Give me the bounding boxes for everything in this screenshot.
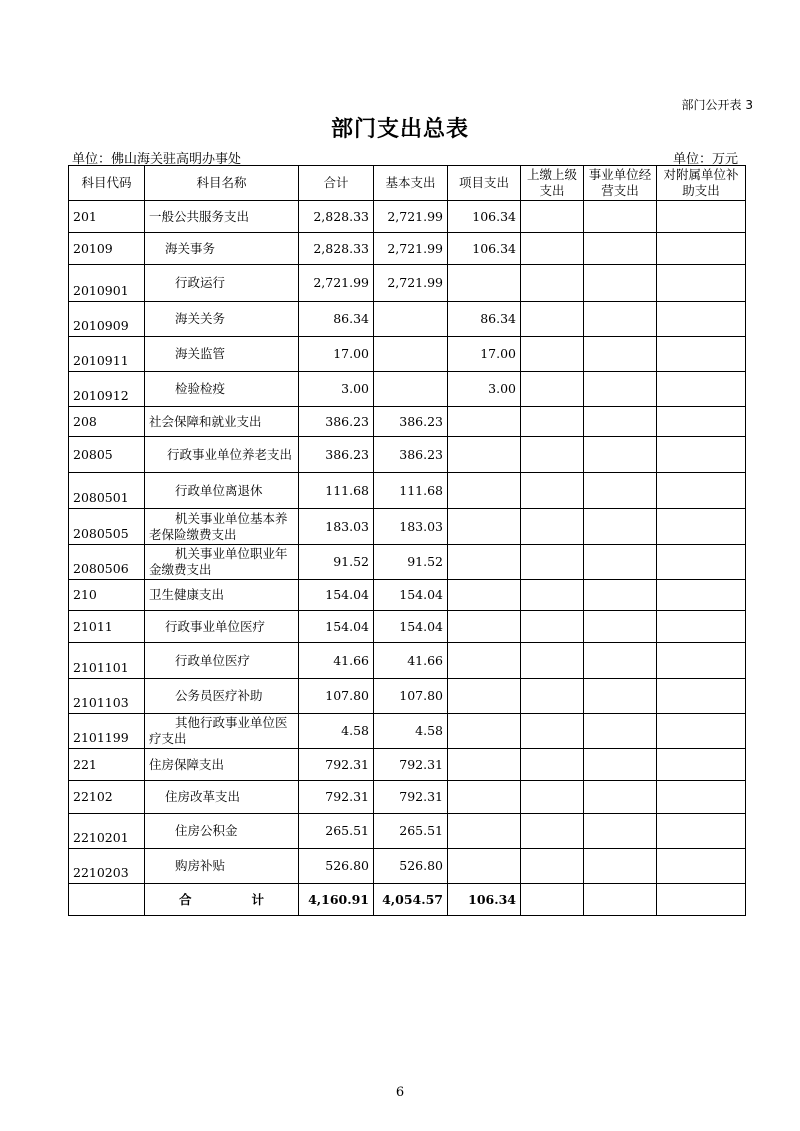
row-basic: 2,721.99 [374,201,448,233]
row-total: 111.68 [299,473,374,509]
row-total: 265.51 [299,814,374,849]
row-basic [374,372,448,407]
table-row [69,814,746,849]
table-row [69,509,746,545]
row-remit-upper [521,749,584,781]
row-business-ops [584,407,657,437]
row-project [448,437,521,473]
row-basic: 792.31 [374,781,448,814]
row-project [448,545,521,580]
row-remit-upper [521,611,584,643]
row-business-ops [584,265,657,302]
table-row [69,849,746,884]
total-basic: 4,054.57 [374,884,448,916]
row-project [448,749,521,781]
row-total: 386.23 [299,437,374,473]
row-basic [374,302,448,337]
total-remit-upper [521,884,584,916]
row-remit-upper [521,437,584,473]
total-label-right: 计 [251,891,264,907]
expenditure-table [68,165,746,916]
row-total: 526.80 [299,849,374,884]
row-remit-upper [521,714,584,749]
table-row [69,749,746,781]
row-name: 购房补贴 [145,849,299,884]
row-remit-upper [521,201,584,233]
row-basic: 2,721.99 [374,265,448,302]
row-total: 86.34 [299,302,374,337]
table-row [69,643,746,679]
row-subsidy [657,749,746,781]
table-row [69,302,746,337]
table-row [69,201,746,233]
row-name: 行政单位离退休 [145,473,299,509]
row-code: 2080506 [69,545,145,580]
row-business-ops [584,814,657,849]
row-basic: 111.68 [374,473,448,509]
row-total: 4.58 [299,714,374,749]
row-remit-upper [521,473,584,509]
row-basic: 386.23 [374,437,448,473]
page-number: 6 [395,1085,405,1100]
row-name: 住房保障支出 [145,749,299,781]
row-business-ops [584,233,657,265]
row-subsidy [657,849,746,884]
row-total: 3.00 [299,372,374,407]
total-business-ops [584,884,657,916]
header-remit-upper: 上缴上级支出 [521,166,584,201]
row-total: 792.31 [299,781,374,814]
row-name: 海关事务 [145,233,299,265]
row-business-ops [584,580,657,611]
row-business-ops [584,509,657,545]
row-code: 2080505 [69,509,145,545]
row-subsidy [657,407,746,437]
row-basic: 4.58 [374,714,448,749]
row-basic: 154.04 [374,580,448,611]
row-business-ops [584,679,657,714]
row-remit-upper [521,337,584,372]
table-row [69,372,746,407]
row-total: 183.03 [299,509,374,545]
row-name: 机关事业单位职业年金缴费支出 [145,545,299,580]
row-business-ops [584,781,657,814]
row-basic: 526.80 [374,849,448,884]
row-remit-upper [521,372,584,407]
row-code: 210 [69,580,145,611]
row-total: 154.04 [299,580,374,611]
row-basic: 154.04 [374,611,448,643]
table-row [69,545,746,580]
row-total: 107.80 [299,679,374,714]
table-header-row [69,166,746,201]
row-subsidy [657,201,746,233]
row-basic: 265.51 [374,814,448,849]
row-name: 行政事业单位医疗 [145,611,299,643]
row-total: 386.23 [299,407,374,437]
row-code: 221 [69,749,145,781]
row-business-ops [584,201,657,233]
row-project [448,643,521,679]
header-business-ops: 事业单位经营支出 [584,166,657,201]
row-project [448,407,521,437]
total-subsidy [657,884,746,916]
row-name: 海关关务 [145,302,299,337]
row-business-ops [584,643,657,679]
row-subsidy [657,473,746,509]
row-subsidy [657,580,746,611]
row-basic [374,337,448,372]
row-code: 2210201 [69,814,145,849]
row-subsidy [657,372,746,407]
row-project [448,781,521,814]
row-name: 社会保障和就业支出 [145,407,299,437]
row-name: 卫生健康支出 [145,580,299,611]
header-basic: 基本支出 [374,166,448,201]
row-project: 106.34 [448,201,521,233]
table-row [69,437,746,473]
row-code: 21011 [69,611,145,643]
row-remit-upper [521,407,584,437]
row-total: 792.31 [299,749,374,781]
row-code: 2210203 [69,849,145,884]
row-name: 机关事业单位基本养老保险缴费支出 [145,509,299,545]
row-subsidy [657,437,746,473]
row-code: 201 [69,201,145,233]
row-project: 3.00 [448,372,521,407]
table-row [69,611,746,643]
table-row [69,679,746,714]
row-name: 一般公共服务支出 [145,201,299,233]
header-subsidy: 对附属单位补助支出 [657,166,746,201]
row-remit-upper [521,302,584,337]
row-project [448,473,521,509]
row-basic: 2,721.99 [374,233,448,265]
row-remit-upper [521,509,584,545]
row-name: 其他行政事业单位医疗支出 [145,714,299,749]
table-row [69,233,746,265]
row-basic: 792.31 [374,749,448,781]
row-total: 17.00 [299,337,374,372]
row-project: 86.34 [448,302,521,337]
row-subsidy [657,643,746,679]
row-remit-upper [521,580,584,611]
total-row [69,884,746,916]
row-project [448,580,521,611]
row-remit-upper [521,679,584,714]
row-total: 2,828.33 [299,233,374,265]
header-code: 科目代码 [69,166,145,201]
row-basic: 107.80 [374,679,448,714]
row-subsidy [657,714,746,749]
table-row [69,407,746,437]
row-name: 住房公积金 [145,814,299,849]
row-name: 海关监管 [145,337,299,372]
table-row [69,265,746,302]
row-subsidy [657,545,746,580]
row-remit-upper [521,265,584,302]
row-subsidy [657,302,746,337]
row-business-ops [584,849,657,884]
row-code: 22102 [69,781,145,814]
row-project [448,714,521,749]
table-row [69,337,746,372]
row-total: 91.52 [299,545,374,580]
row-remit-upper [521,545,584,580]
row-business-ops [584,545,657,580]
row-name: 住房改革支出 [145,781,299,814]
row-code: 20805 [69,437,145,473]
total-label [145,884,299,916]
unit-organization: 单位：佛山海关驻高明办事处 [72,152,242,167]
row-business-ops [584,714,657,749]
row-business-ops [584,302,657,337]
header-project: 项目支出 [448,166,521,201]
row-subsidy [657,265,746,302]
total-sum: 4,160.91 [299,884,374,916]
row-subsidy [657,679,746,714]
row-code: 2010912 [69,372,145,407]
row-total: 2,828.33 [299,201,374,233]
row-subsidy [657,233,746,265]
row-project [448,611,521,643]
row-basic: 91.52 [374,545,448,580]
row-project [448,814,521,849]
total-code [69,884,145,916]
row-name: 公务员医疗补助 [145,679,299,714]
row-basic: 183.03 [374,509,448,545]
row-code: 208 [69,407,145,437]
row-subsidy [657,611,746,643]
row-project [448,265,521,302]
row-code: 2101103 [69,679,145,714]
table-row [69,781,746,814]
row-remit-upper [521,643,584,679]
row-name: 行政运行 [145,265,299,302]
row-subsidy [657,337,746,372]
row-name: 检验检疫 [145,372,299,407]
row-project: 17.00 [448,337,521,372]
header-total: 合计 [299,166,374,201]
row-name: 行政事业单位养老支出 [145,437,299,473]
table-row [69,580,746,611]
row-business-ops [584,749,657,781]
row-total: 41.66 [299,643,374,679]
form-number: 部门公开表 3 [681,98,753,112]
page-title: 部门支出总表 [330,117,469,142]
row-subsidy [657,814,746,849]
row-subsidy [657,509,746,545]
row-project [448,509,521,545]
row-code: 20109 [69,233,145,265]
row-code: 2101101 [69,643,145,679]
row-project: 106.34 [448,233,521,265]
row-code: 2101199 [69,714,145,749]
row-remit-upper [521,781,584,814]
row-basic: 386.23 [374,407,448,437]
total-label-left: 合 [179,891,192,907]
unit-currency: 单位：万元 [672,152,738,167]
row-business-ops [584,473,657,509]
row-remit-upper [521,814,584,849]
row-code: 2080501 [69,473,145,509]
row-project [448,679,521,714]
row-code: 2010911 [69,337,145,372]
row-name: 行政单位医疗 [145,643,299,679]
row-code: 2010901 [69,265,145,302]
row-project [448,849,521,884]
table-row [69,473,746,509]
row-business-ops [584,611,657,643]
row-business-ops [584,372,657,407]
row-subsidy [657,781,746,814]
row-total: 2,721.99 [299,265,374,302]
row-business-ops [584,437,657,473]
row-code: 2010909 [69,302,145,337]
header-name: 科目名称 [145,166,299,201]
row-remit-upper [521,849,584,884]
row-remit-upper [521,233,584,265]
row-basic: 41.66 [374,643,448,679]
row-business-ops [584,337,657,372]
row-total: 154.04 [299,611,374,643]
total-project: 106.34 [448,884,521,916]
table-row [69,714,746,749]
